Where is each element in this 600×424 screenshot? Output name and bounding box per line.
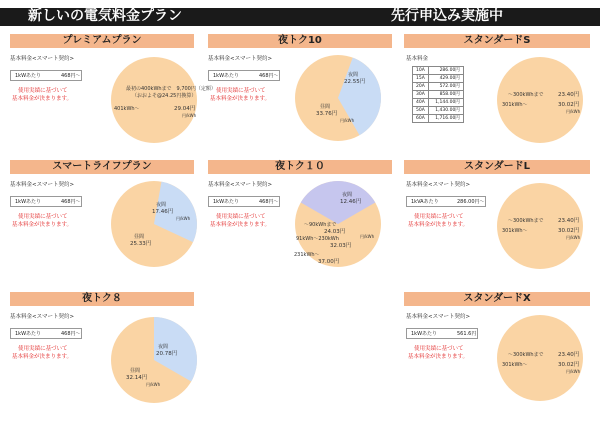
ampere-row bbox=[413, 115, 464, 123]
unit-label: 円/kWh bbox=[566, 109, 581, 114]
pie-night10 bbox=[290, 50, 390, 150]
pie-smartlife bbox=[106, 176, 206, 276]
unit-label: 円/kWh bbox=[340, 118, 355, 123]
kw-price-box: 1kWあたり 468円～ bbox=[10, 70, 82, 81]
ampere-cell: 15A bbox=[413, 75, 429, 83]
night-label: 夜間 bbox=[348, 72, 359, 78]
tier2-label: 301kWh～ bbox=[502, 362, 528, 368]
base-fee-label: 基本料金<スマート契約> bbox=[208, 56, 273, 62]
pie-slice-single bbox=[497, 183, 583, 269]
day-label: 昼間 bbox=[320, 104, 331, 110]
unit-label: 円/kWh bbox=[176, 216, 191, 221]
price-cell: 429.00円 bbox=[428, 75, 463, 83]
unit-label: 円/kWh bbox=[182, 113, 197, 118]
card-title-standard-s: スタンダードS bbox=[404, 34, 590, 48]
ampere-cell: 20A bbox=[413, 83, 429, 91]
note-line-1: 使用実績に基づいて bbox=[414, 214, 464, 220]
price-cell: 858.00円 bbox=[428, 91, 463, 99]
tier2-label: 301kWh～ bbox=[502, 228, 528, 234]
note-line-1: 使用実績に基づいて bbox=[18, 346, 68, 352]
base-fee-label: 基本料金<スマート契約> bbox=[10, 182, 75, 188]
note-line-2: 基本料金が決まります。 bbox=[12, 96, 73, 102]
base-fee-label: 基本料金<スマート契約> bbox=[208, 182, 273, 188]
ampere-row bbox=[413, 75, 464, 83]
ampere-row bbox=[413, 67, 464, 75]
pie-night10b bbox=[290, 176, 390, 276]
ampere-cell: 30A bbox=[413, 91, 429, 99]
kva-price-box: 1kVAあたり 286.00円～ bbox=[406, 196, 486, 207]
unit-label: 円/kWh bbox=[566, 369, 581, 374]
page-subtitle: 先行申込み実施中 bbox=[391, 8, 503, 24]
card-title-night10b: 夜トク１０ bbox=[208, 160, 392, 174]
pie-premium bbox=[106, 52, 216, 152]
day-label: 昼間 bbox=[130, 368, 141, 374]
card-title-night10: 夜トク10 bbox=[208, 34, 392, 48]
card-title-smartlife: スマートライフプラン bbox=[10, 160, 194, 174]
note-line-2: 基本料金が決まります。 bbox=[12, 222, 73, 228]
kw-price-box: 1kWあたり 468円～ bbox=[10, 328, 82, 339]
price-cell: 286.00円 bbox=[428, 67, 463, 75]
ampere-row bbox=[413, 91, 464, 99]
pie-slice-single bbox=[497, 57, 583, 143]
ampere-cell: 50A bbox=[413, 107, 429, 115]
tier2-label: 301kWh～ bbox=[502, 102, 528, 108]
price-cell: 1,430.00円 bbox=[428, 107, 463, 115]
ampere-row bbox=[413, 83, 464, 91]
slice-label-1b: （おおよそ@24.25円換算） bbox=[132, 93, 197, 99]
ampere-cell: 10A bbox=[413, 67, 429, 75]
note-line-1: 使用実績に基づいて bbox=[216, 88, 266, 94]
unit-label: 円/kWh bbox=[146, 382, 161, 387]
kw-price-box: 1kWあたり 468円～ bbox=[208, 196, 280, 207]
kw-price-box: 1kWあたり 561.6円 bbox=[406, 328, 478, 339]
tier1-label: ～90kWhまで bbox=[304, 222, 337, 228]
night-price: 22.55円 bbox=[344, 79, 366, 85]
ampere-cell: 40A bbox=[413, 99, 429, 107]
tier1-label: ～300kWhまで bbox=[508, 92, 544, 98]
base-fee-label: 基本料金<スマート契約> bbox=[10, 56, 75, 62]
pie-standard-l bbox=[494, 178, 594, 278]
kw-price-box: 1kWあたり 468円～ bbox=[10, 196, 82, 207]
tier2-price: 32.03円 bbox=[330, 243, 352, 249]
tier1-price: 24.03円 bbox=[324, 229, 346, 235]
unit-label: 円/kWh bbox=[566, 235, 581, 240]
note-line-2: 基本料金が決まります。 bbox=[408, 222, 469, 228]
tier3-label: 231kWh～ bbox=[294, 252, 320, 258]
pie-standard-x bbox=[494, 310, 594, 410]
tier3-price: 37.00円 bbox=[318, 259, 340, 265]
day-price: 33.76円 bbox=[316, 111, 338, 117]
note-line-2: 基本料金が決まります。 bbox=[408, 354, 469, 360]
price-cell: 1,144.00円 bbox=[428, 99, 463, 107]
tier1-label: ～300kWhまで bbox=[508, 352, 544, 358]
price-cell: 572.00円 bbox=[428, 83, 463, 91]
unit-label: 円/kWh bbox=[360, 234, 375, 239]
page-title: 新しいの電気料金プラン bbox=[28, 8, 182, 24]
night-label: 夜間 bbox=[156, 202, 167, 208]
ampere-row bbox=[413, 107, 464, 115]
night-price: 12.46円 bbox=[340, 199, 362, 205]
base-fee-label: 基本料金<スマート契約> bbox=[10, 314, 75, 320]
tier2-price: 30.02円 bbox=[558, 102, 580, 108]
card-title-premium: プレミアムプラン bbox=[10, 34, 194, 48]
note-line-2: 基本料金が決まります。 bbox=[12, 354, 73, 360]
night-label: 夜間 bbox=[158, 344, 169, 350]
slice-price-2: 29.04円 bbox=[174, 106, 196, 112]
card-title-standard-x: スタンダードX bbox=[404, 292, 590, 306]
tier2-label: 91kWh～230kWh bbox=[296, 236, 339, 242]
tier1-price: 23.40円 bbox=[558, 352, 580, 358]
note-line-1: 使用実績に基づいて bbox=[414, 346, 464, 352]
day-price: 32.14円 bbox=[126, 375, 148, 381]
day-label: 昼間 bbox=[134, 234, 145, 240]
card-title-standard-l: スタンダードL bbox=[404, 160, 590, 174]
pie-slice-single bbox=[497, 315, 583, 401]
card-title-night8: 夜トク８ bbox=[10, 292, 194, 306]
pie-slice-single bbox=[111, 57, 197, 143]
pie-night8 bbox=[106, 312, 206, 412]
note-line-1: 使用実績に基づいて bbox=[18, 214, 68, 220]
ampere-table bbox=[412, 66, 464, 123]
slice-label-2: 401kWh～ bbox=[114, 106, 140, 112]
note-line-1: 使用実績に基づいて bbox=[18, 88, 68, 94]
ampere-row bbox=[413, 99, 464, 107]
tier1-price: 23.40円 bbox=[558, 218, 580, 224]
day-price: 25.33円 bbox=[130, 241, 152, 247]
tier1-price: 23.40円 bbox=[558, 92, 580, 98]
note-line-2: 基本料金が決まります。 bbox=[210, 222, 271, 228]
tier2-price: 30.02円 bbox=[558, 228, 580, 234]
tier2-price: 30.02円 bbox=[558, 362, 580, 368]
night-price: 17.46円 bbox=[152, 209, 174, 215]
night-label: 夜間 bbox=[342, 192, 353, 198]
base-fee-label: 基本料金<スマート契約> bbox=[406, 182, 471, 188]
note-line-2: 基本料金が決まります。 bbox=[210, 96, 271, 102]
tier1-label: ～300kWhまで bbox=[508, 218, 544, 224]
note-line-1: 使用実績に基づいて bbox=[216, 214, 266, 220]
pie-standard-s bbox=[494, 52, 594, 152]
night-price: 20.78円 bbox=[156, 351, 178, 357]
price-cell: 1,716.00円 bbox=[428, 115, 463, 123]
base-fee-label: 基本料金 bbox=[406, 56, 429, 62]
ampere-cell: 60A bbox=[413, 115, 429, 123]
kw-price-box: 1kWあたり 468円～ bbox=[208, 70, 280, 81]
base-fee-label: 基本料金<スマート契約> bbox=[406, 314, 471, 320]
slice-label-1: 最初の400kWhまで 9,700円（定額） bbox=[126, 86, 216, 92]
